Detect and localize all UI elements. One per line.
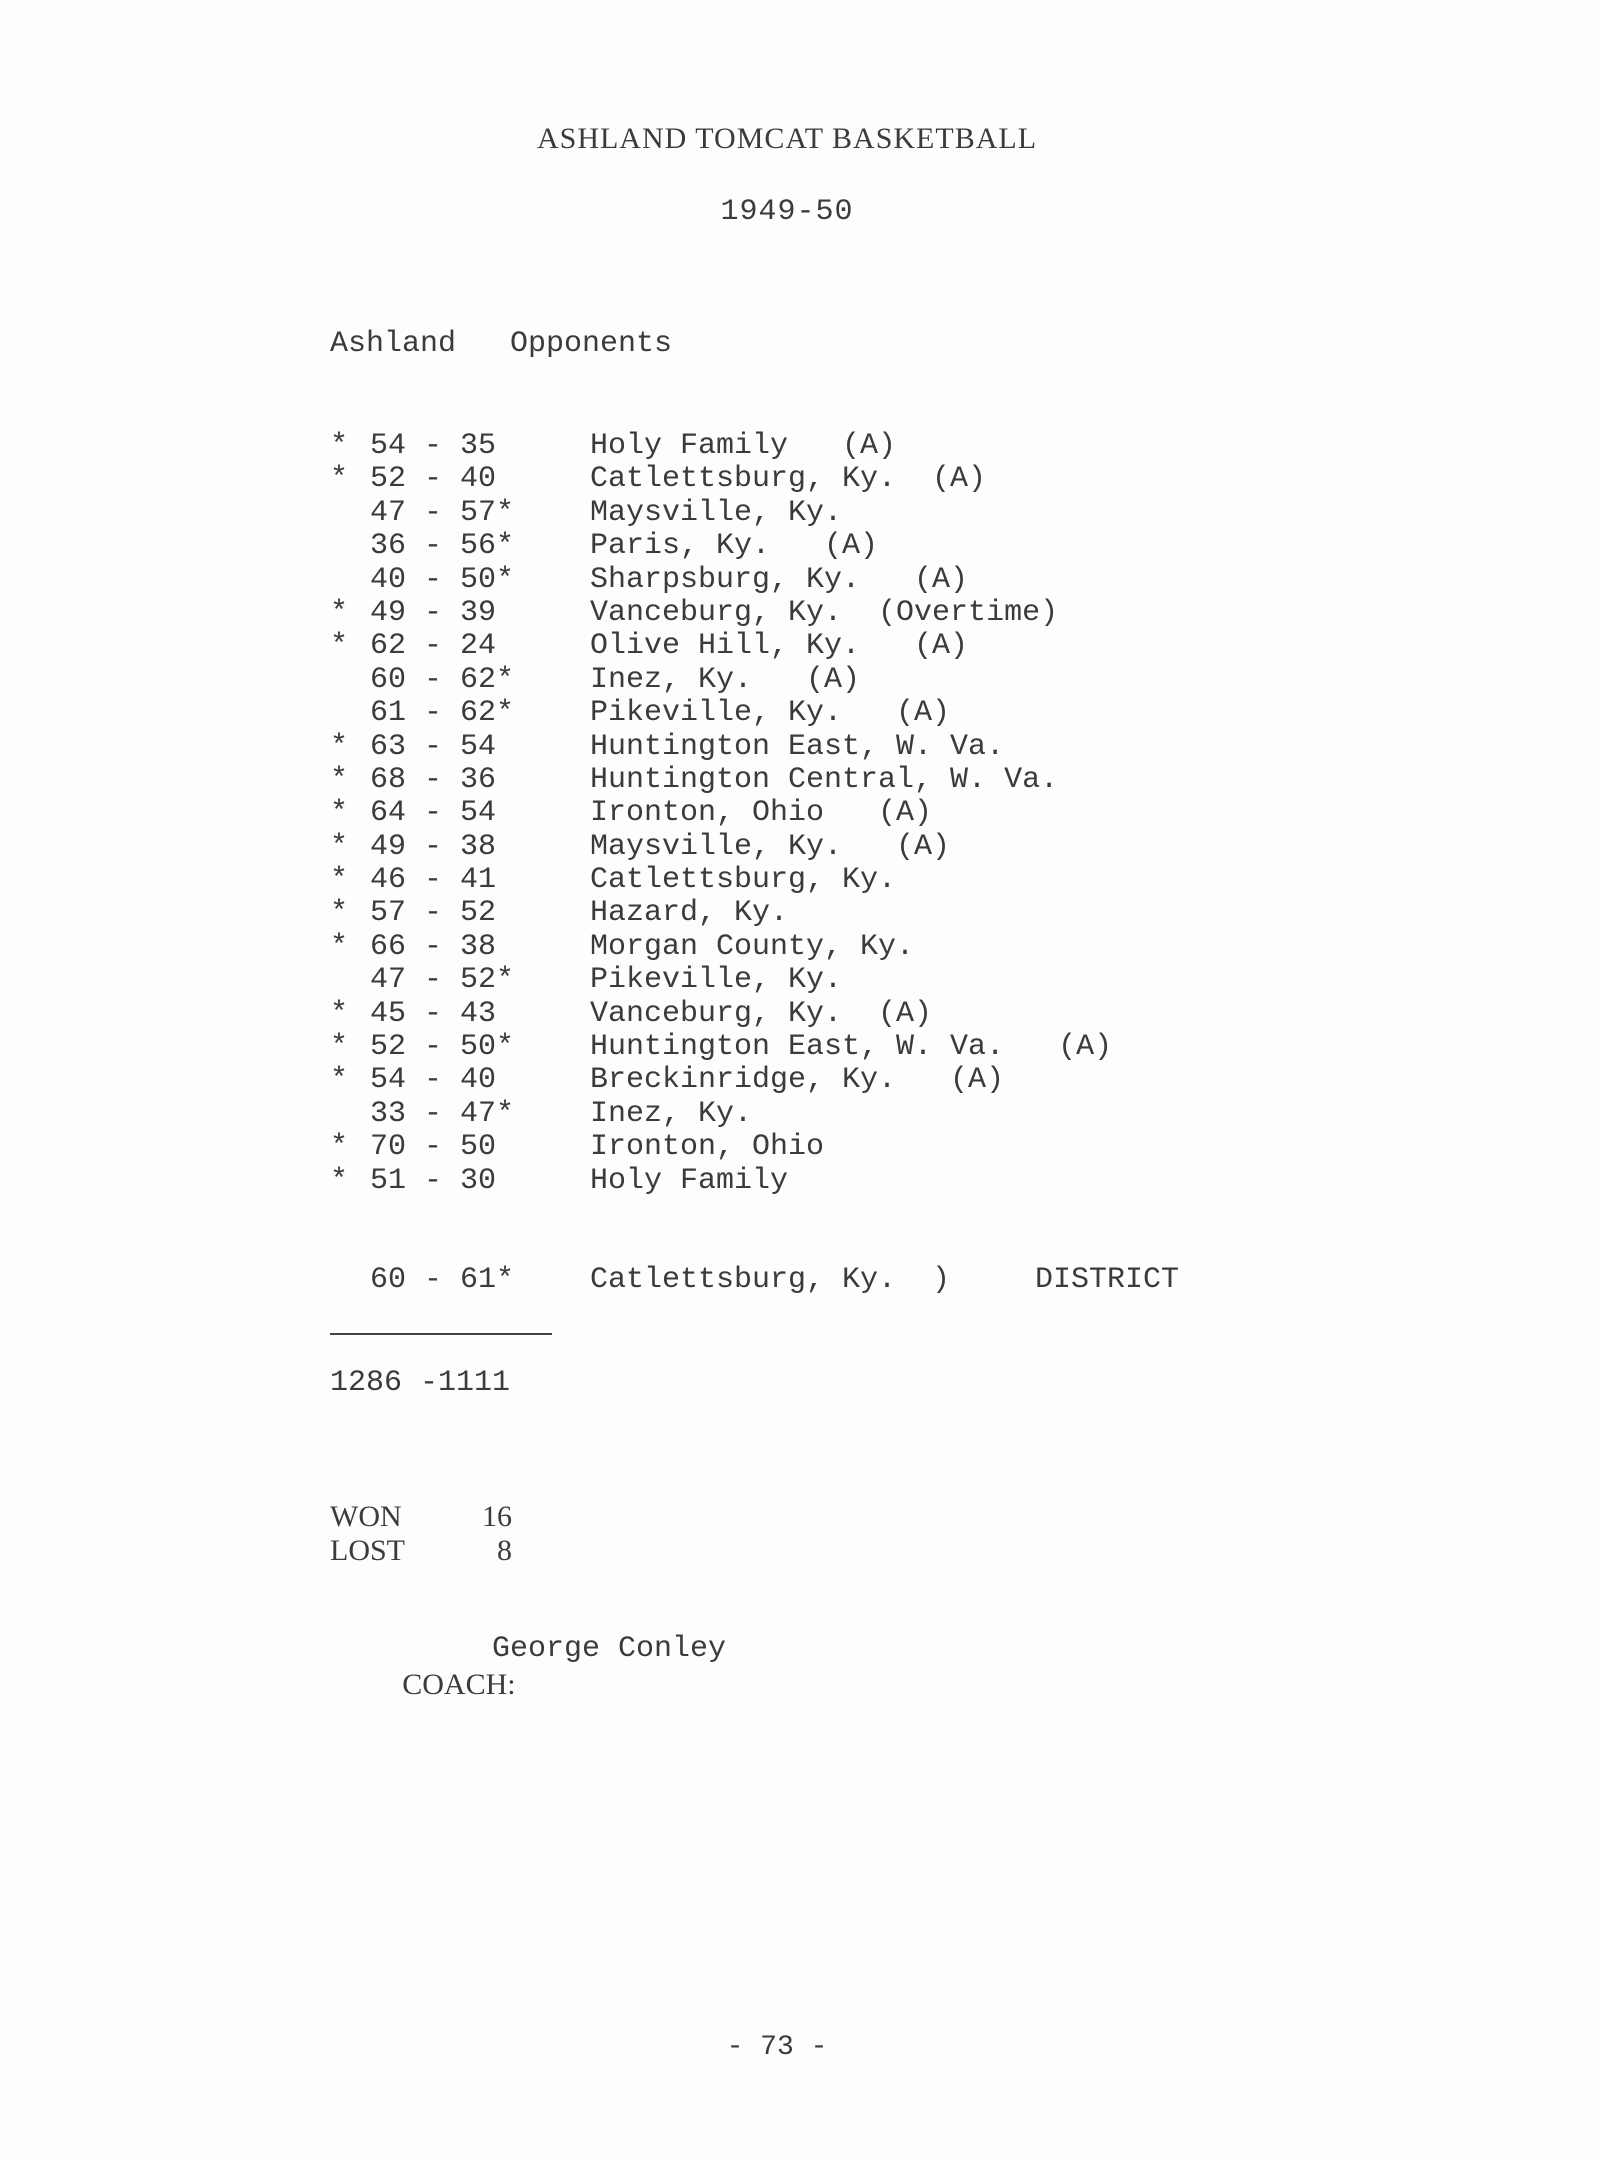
game-score: 61 - 62* — [370, 696, 515, 731]
game-opponent: Holy Family — [590, 1163, 789, 1198]
totals-divider — [330, 1333, 552, 1335]
win-mark: * — [330, 629, 349, 664]
lost-value: 8 — [497, 1534, 512, 1567]
won-label: WON — [330, 1500, 402, 1533]
game-opponent: Vanceburg, Ky. (A) — [590, 996, 933, 1031]
game-score: 46 - 41 — [370, 863, 515, 898]
win-mark: * — [330, 1030, 349, 1065]
game-opponent: Hazard, Ky. — [590, 896, 789, 931]
game-score: 60 - 62* — [370, 662, 515, 697]
game-opponent: Holy Family (A) — [590, 429, 897, 463]
game-opponent: Vanceburg, Ky. (Overtime) — [590, 595, 1059, 630]
win-mark: * — [330, 863, 349, 898]
win-mark: * — [330, 929, 349, 964]
win-mark: * — [330, 896, 349, 931]
win-mark: * — [330, 462, 349, 497]
game-score: 57 - 52 — [370, 896, 515, 931]
game-opponent: Catlettsburg, Ky. (A) — [590, 462, 987, 497]
coach-name: George Conley — [492, 1632, 727, 1666]
game-opponent: Breckinridge, Ky. (A) — [590, 1063, 1005, 1098]
win-mark: * — [330, 762, 349, 797]
district-opponent: Catlettsburg, Ky. ) — [590, 1263, 951, 1297]
game-score: 49 - 39 — [370, 595, 515, 630]
win-mark: * — [330, 595, 349, 630]
game-opponent: Morgan County, Ky. — [590, 929, 915, 964]
district-tag: DISTRICT — [1035, 1263, 1180, 1297]
game-score: 52 - 40 — [370, 462, 515, 497]
game-opponent: Maysville, Ky. (A) — [590, 829, 951, 864]
game-opponent: Pikeville, Ky. — [590, 963, 843, 998]
district-game-row — [330, 1263, 1230, 1297]
game-opponent: Inez, Ky. — [590, 1096, 753, 1131]
game-opponent: Sharpsburg, Ky. (A) — [590, 562, 969, 597]
game-opponent: Inez, Ky. (A) — [590, 662, 861, 697]
season-totals: 1286 -1111 — [330, 1366, 511, 1400]
game-opponent: Maysville, Ky. — [590, 495, 843, 530]
win-mark: * — [330, 796, 349, 831]
page-number: - 73 - — [726, 2032, 828, 2063]
win-mark: * — [330, 1163, 349, 1198]
win-mark: * — [330, 996, 349, 1031]
game-opponent: Catlettsburg, Ky. — [590, 863, 897, 898]
game-score: 36 - 56* — [370, 529, 515, 564]
win-mark: * — [330, 729, 349, 764]
coach-line — [330, 1632, 727, 1772]
game-score: 66 - 38 — [370, 929, 515, 964]
coach-label: COACH: — [402, 1668, 516, 1701]
game-score: 68 - 36 — [370, 762, 515, 797]
win-mark: * — [330, 829, 349, 864]
game-score: 47 - 52* — [370, 963, 515, 998]
game-opponent: Huntington East, W. Va. (A) — [590, 1030, 1113, 1065]
season-label: 1949-50 — [720, 195, 854, 229]
game-score: 52 - 50* — [370, 1030, 515, 1065]
district-score: 60 - 61* — [370, 1263, 515, 1297]
game-opponent: Olive Hill, Ky. (A) — [590, 629, 969, 664]
win-mark: * — [330, 1130, 349, 1165]
game-score: 64 - 54 — [370, 796, 515, 831]
game-score: 33 - 47* — [370, 1096, 515, 1131]
game-opponent: Paris, Ky. (A) — [590, 529, 879, 564]
game-opponent: Pikeville, Ky. (A) — [590, 696, 951, 731]
game-score: 47 - 57* — [370, 495, 515, 530]
game-score: 62 - 24 — [370, 629, 515, 664]
game-score: 63 - 54 — [370, 729, 515, 764]
column-header-ashland: Ashland — [330, 327, 457, 361]
game-score: 45 - 43 — [370, 996, 515, 1031]
game-score: 51 - 30 — [370, 1163, 515, 1198]
game-score: 54 - 40 — [370, 1063, 515, 1098]
win-mark: * — [330, 1063, 349, 1098]
game-score: 70 - 50 — [370, 1130, 515, 1165]
column-header-opponents: Opponents — [510, 327, 673, 361]
won-value: 16 — [482, 1500, 512, 1533]
page-title: ASHLAND TOMCAT BASKETBALL — [536, 122, 1038, 155]
game-score: 40 - 50* — [370, 562, 515, 597]
game-opponent: Huntington Central, W. Va. — [590, 762, 1059, 797]
win-mark: * — [330, 429, 349, 463]
game-opponent: Ironton, Ohio — [590, 1130, 825, 1165]
game-score: 49 - 38 — [370, 829, 515, 864]
game-opponent: Huntington East, W. Va. — [590, 729, 1005, 764]
game-score: 54 - 35 — [370, 429, 515, 463]
game-opponent: Ironton, Ohio (A) — [590, 796, 933, 831]
lost-label: LOST — [330, 1534, 405, 1567]
